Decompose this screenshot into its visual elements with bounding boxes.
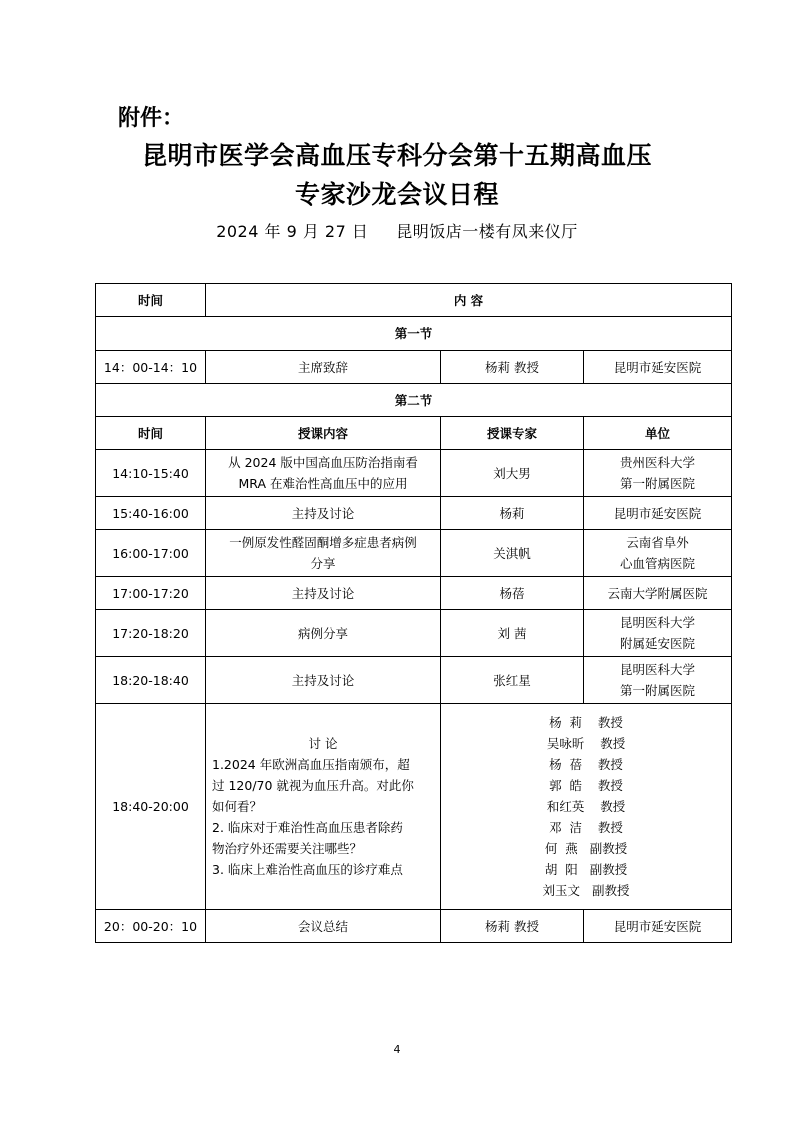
header-topic: 授课内容 bbox=[206, 417, 441, 450]
expert-entry: 胡 阳 副教授 bbox=[544, 862, 628, 877]
speaker-cell: 杨莉 教授 bbox=[441, 910, 584, 943]
unit-cell bbox=[584, 450, 732, 497]
discussion-title: 讨 论 bbox=[308, 736, 338, 751]
topic-cell: 会议总结 bbox=[206, 910, 441, 943]
topic-cell: 主持及讨论 bbox=[206, 497, 441, 530]
time-cell: 18:40-20:00 bbox=[96, 704, 206, 910]
page-title: 昆明市医学会高血压专科分会第十五期高血压 bbox=[141, 141, 652, 170]
time-cell: 14：00-14：10 bbox=[96, 351, 206, 384]
topic-cell bbox=[206, 450, 441, 497]
expert-entry: 杨 莉 教授 bbox=[549, 715, 623, 730]
section-title: 第二节 bbox=[96, 384, 732, 417]
unit-line: 心血管病医院 bbox=[620, 556, 696, 571]
section-row bbox=[96, 317, 732, 351]
page-title-line2: 专家沙龙会议日程 bbox=[294, 180, 499, 209]
topic-line: 一例原发性醛固酮增多症患者病例 bbox=[229, 535, 417, 550]
unit-cell bbox=[584, 657, 732, 704]
speaker-cell: 张红星 bbox=[441, 657, 584, 704]
time-cell: 16:00-17:00 bbox=[96, 530, 206, 577]
table-row bbox=[96, 450, 732, 497]
unit-line: 第一附属医院 bbox=[620, 683, 696, 698]
discussion-line: 过 120/70 就视为血压升高。对此你 bbox=[212, 778, 414, 793]
time-cell: 14:10-15:40 bbox=[96, 450, 206, 497]
table-row bbox=[96, 657, 732, 704]
expert-entry: 杨 蓓 教授 bbox=[549, 757, 623, 772]
table-row bbox=[96, 530, 732, 577]
header-time: 时间 bbox=[96, 417, 206, 450]
sub-header-row bbox=[96, 417, 732, 450]
topic-cell: 主席致辞 bbox=[206, 351, 441, 384]
time-cell: 20：00-20：10 bbox=[96, 910, 206, 943]
discussion-row bbox=[96, 704, 732, 910]
unit-cell: 云南大学附属医院 bbox=[584, 577, 732, 610]
discussion-line: 物治疗外还需要关注哪些？ bbox=[212, 841, 363, 856]
discussion-line: 如何看？ bbox=[212, 799, 263, 814]
discussion-line: 3. 临床上难治性高血压的诊疗难点 bbox=[212, 862, 403, 877]
speaker-cell: 杨莉 教授 bbox=[441, 351, 584, 384]
time-cell: 18:20-18:40 bbox=[96, 657, 206, 704]
expert-panel-cell bbox=[441, 704, 732, 910]
time-cell: 17:00-17:20 bbox=[96, 577, 206, 610]
table-row bbox=[96, 351, 732, 384]
topic-line: 分享 bbox=[310, 556, 336, 571]
topic-line: 从 2024 版中国高血压防治指南看 bbox=[228, 455, 418, 470]
speaker-cell: 刘大男 bbox=[441, 450, 584, 497]
discussion-topic-cell bbox=[206, 704, 441, 910]
expert-entry: 邓 洁 教授 bbox=[549, 820, 623, 835]
table-header-row bbox=[96, 284, 732, 317]
speaker-cell: 刘 茜 bbox=[441, 610, 584, 657]
unit-line: 云南省阜外 bbox=[626, 535, 689, 550]
header-unit: 单位 bbox=[584, 417, 732, 450]
section-row bbox=[96, 384, 732, 417]
unit-cell bbox=[584, 530, 732, 577]
header-content: 内 容 bbox=[206, 284, 732, 317]
discussion-line: 1.2024 年欧洲高血压指南颁布，超 bbox=[212, 757, 410, 772]
topic-line: MRA 在难治性高血压中的应用 bbox=[238, 476, 408, 491]
unit-cell: 昆明市延安医院 bbox=[584, 351, 732, 384]
section-title: 第一节 bbox=[96, 317, 732, 351]
expert-entry: 吴咏昕 教授 bbox=[546, 736, 626, 751]
expert-list bbox=[444, 712, 728, 901]
topic-cell bbox=[206, 530, 441, 577]
topic-cell: 主持及讨论 bbox=[206, 657, 441, 704]
discussion-line: 2. 临床对于难治性高血压患者除药 bbox=[212, 820, 403, 835]
unit-cell bbox=[584, 610, 732, 657]
table-row bbox=[96, 910, 732, 943]
topic-cell: 主持及讨论 bbox=[206, 577, 441, 610]
table-row bbox=[96, 497, 732, 530]
unit-line: 第一附属医院 bbox=[620, 476, 696, 491]
expert-entry: 郭 皓 教授 bbox=[549, 778, 623, 793]
topic-cell: 病例分享 bbox=[206, 610, 441, 657]
time-cell: 15:40-16:00 bbox=[96, 497, 206, 530]
speaker-cell: 杨蓓 bbox=[441, 577, 584, 610]
schedule-table bbox=[95, 283, 732, 943]
unit-line: 昆明医科大学 bbox=[620, 662, 696, 677]
unit-cell: 昆明市延安医院 bbox=[584, 910, 732, 943]
header-time: 时间 bbox=[96, 284, 206, 317]
unit-line: 贵州医科大学 bbox=[620, 455, 696, 470]
table-row bbox=[96, 577, 732, 610]
header-speaker: 授课专家 bbox=[441, 417, 584, 450]
attachment-label: 附件： bbox=[118, 106, 185, 131]
speaker-cell: 关淇帆 bbox=[441, 530, 584, 577]
page-number: 4 bbox=[393, 1043, 401, 1056]
expert-entry: 刘玉文 副教授 bbox=[542, 883, 630, 898]
table-row bbox=[96, 610, 732, 657]
unit-line: 昆明医科大学 bbox=[620, 615, 696, 630]
unit-line: 附属延安医院 bbox=[620, 636, 696, 651]
time-cell: 17:20-18:20 bbox=[96, 610, 206, 657]
unit-cell: 昆明市延安医院 bbox=[584, 497, 732, 530]
expert-entry: 和红英 教授 bbox=[546, 799, 626, 814]
date-venue: 2024 年 9 月 27 日 昆明饭店一楼有凤来仪厅 bbox=[216, 222, 578, 241]
speaker-cell: 杨莉 bbox=[441, 497, 584, 530]
expert-entry: 何 燕 副教授 bbox=[544, 841, 628, 856]
